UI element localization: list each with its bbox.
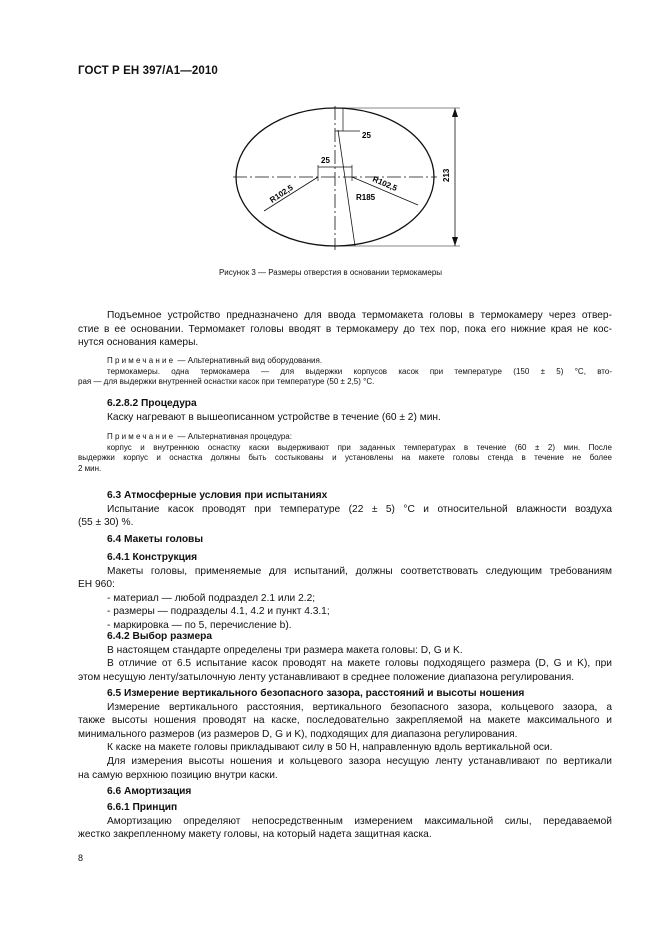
intro-paragraph [78, 309, 612, 350]
figure-caption: Рисунок 3 — Размеры отверстия в основании термокамеры [218, 268, 443, 277]
section-text: Для измерения высоты ношения и кольцевого зазора несущую ленту устанавливают по вертикали [107, 755, 612, 767]
note-equipment [78, 356, 612, 388]
section-text: (55 ± 30) %. [78, 517, 134, 529]
section-text: Амортизацию определяют непосредственным измерением максимальной силы, передаваемой [107, 815, 612, 827]
section-text: этом несущую ленту/затылочную ленту устанавливают в среднее положение диапазона регулирования. [78, 671, 575, 683]
section-text: также высоты ношения проводят на каске, последовательно закрепляемой на макете максимального и [78, 715, 612, 727]
section-text: К каске на макете головы прикладывают силу в 50 Н, направленную вдоль вертикальной оси. [107, 742, 553, 754]
section-heading: 6.4 Макеты головы [107, 534, 204, 545]
note-title: — Альтернативная процедура: [175, 432, 292, 441]
section-heading: 6.4.2 Выбор размера [107, 631, 213, 642]
section-heading: 6.2.8.2 Процедура [107, 398, 197, 409]
note-title: — Альтернативный вид оборудования. [175, 356, 323, 365]
section-63 [78, 489, 612, 530]
note-procedure [78, 432, 612, 474]
section-text: Измерение вертикального расстояния, вертикального безопасного зазора, кольцевого зазора, а [107, 701, 612, 713]
intro-line: нутся основания камеры. [78, 337, 199, 349]
note-label: Примечание [107, 432, 176, 441]
dim-height-label: 213 [442, 168, 451, 182]
section-heading: 6.6.1 Принцип [107, 802, 178, 813]
section-65 [78, 687, 612, 782]
list-item: - размеры — подразделы 4.1, 4.2 и пункт 4.3.1; [107, 606, 330, 618]
section-heading: 6.6 Амортизация [107, 786, 192, 797]
document-header: ГОСТ Р ЕН 397/А1—2010 [78, 65, 218, 77]
section-text: на самую верхнюю позицию внутри каски. [78, 769, 278, 781]
note-line: термокамеры. одна термокамера — для выдержки корпусов касок при температуре (150 ± 5) °С, вто- [107, 366, 612, 376]
section-heading: 6.3 Атмосферные условия при испытаниях [107, 490, 328, 501]
page-number: 8 [78, 853, 84, 863]
intro-line: Подъемное устройство предназначено для ввода термомакета головы в термокамеру через отвер- [107, 310, 612, 321]
note-line: выдержки корпус и оснастка должны быть состыкованы и установлены на макете головы стенда в течение не более [78, 453, 612, 463]
radius-right-label: R102,5 [371, 174, 399, 193]
figure-opening-diagram [0, 0, 661, 270]
note-label: Примечание [107, 356, 176, 365]
section-64 [78, 533, 612, 547]
section-heading: 6.4.1 Конструкция [107, 552, 198, 563]
list-item: - материал — любой подраздел 2.1 или 2.2; [107, 592, 316, 604]
section-text: В настоящем стандарте определены три размера макета головы: D, G и K. [107, 644, 463, 656]
section-text: жестко закрепленному макету головы, на который надета защитная каска. [78, 829, 432, 841]
section-text: минимального размеров (из размеров D, G и K), подходящих для диапазона регулирования. [78, 728, 518, 740]
section-642 [78, 630, 612, 684]
section-text: Испытание касок проводят при температуре (22 ± 5) °С и относительной влажности воздуха [107, 503, 612, 515]
dim-mid-label: 25 [321, 156, 330, 165]
note-line: корпус и внутреннюю оснастку каски выдерживают при заданных температурах в течение (60 ± 2) мин. После [107, 442, 612, 452]
intro-line: стие в ее основании. Термомакет головы вводят в термокамеру до тех пор, пока его нижние края не кос- [78, 323, 612, 335]
section-641 [78, 551, 612, 633]
section-text: ЕН 960: [78, 579, 115, 591]
note-line: 2 мин. [78, 463, 102, 473]
section-66 [78, 785, 612, 799]
section-6282 [78, 397, 612, 424]
section-text: В отличие от 6.5 испытание касок проводят на макете головы подходящего размера (D, G и K), при [107, 658, 612, 670]
dim-top-label: 25 [362, 131, 371, 140]
section-661 [78, 801, 612, 842]
radius-center-label: R185 [356, 193, 376, 202]
section-heading: 6.5 Измерение вертикального безопасного зазора, расстояний и высоты ношения [107, 688, 525, 699]
radius-center-line [338, 130, 355, 246]
note-line: рая — для выдержки внутренней оснастки касок при температуре (50 ± 2,5) °С. [78, 377, 375, 387]
section-text: Макеты головы, применяемые для испытаний, должны соответствовать следующим требованиям [107, 565, 612, 577]
section-text: Каску нагревают в вышеописанном устройстве в течение (60 ± 2) мин. [107, 411, 441, 423]
radius-left-label: R102,5 [268, 183, 295, 205]
list-item: - маркировка — по 5, перечисление b). [107, 619, 292, 631]
